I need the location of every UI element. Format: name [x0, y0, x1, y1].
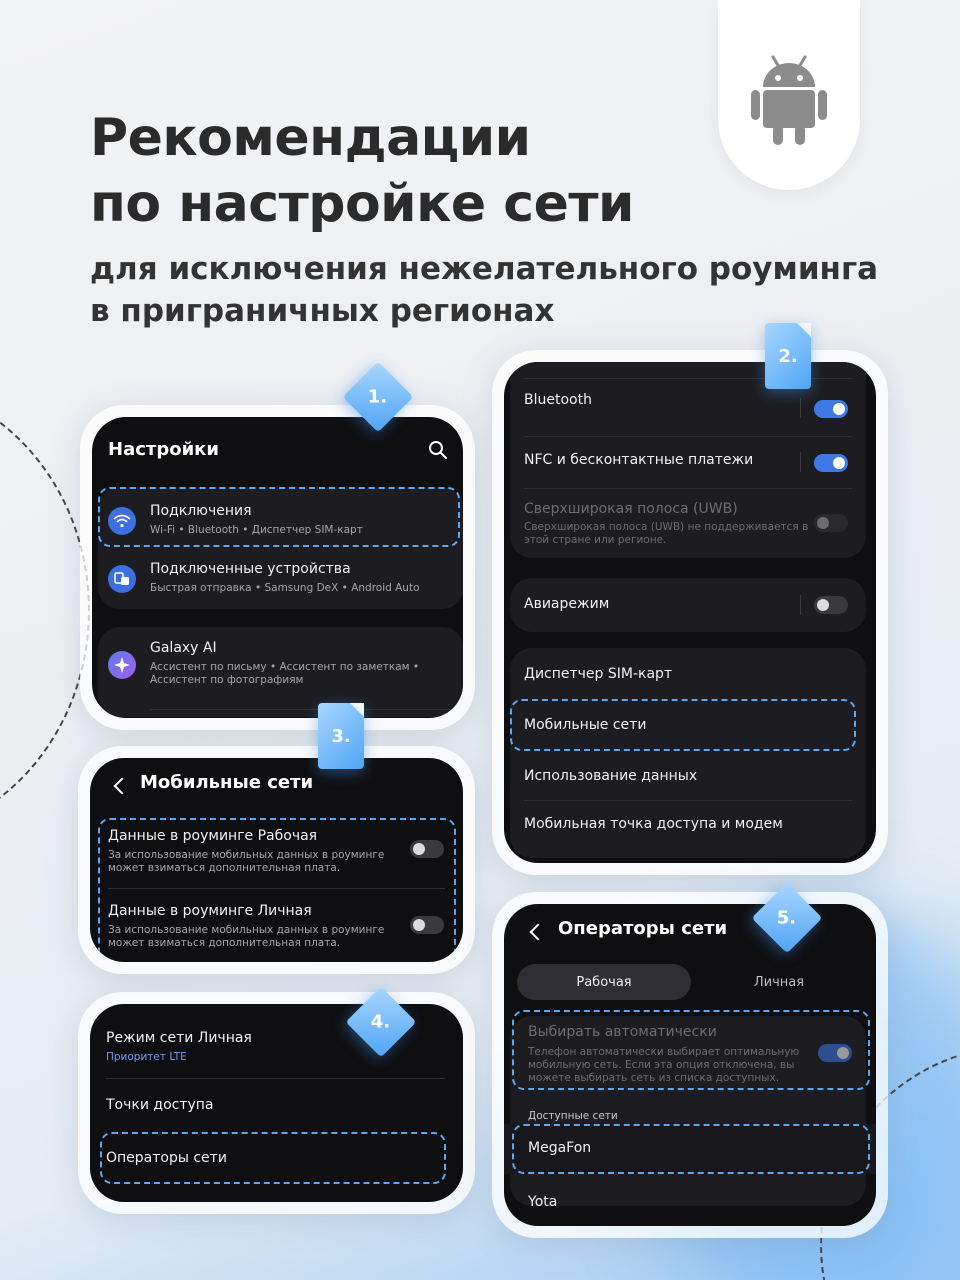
setting-uwb — [510, 492, 866, 552]
auto-select-label: Выбирать автоматически — [528, 1024, 717, 1040]
connections-screen — [504, 362, 876, 863]
airplane-toggle[interactable] — [814, 596, 848, 614]
sim-manager-label: Диспетчер SIM-карт — [524, 666, 673, 682]
step-number-5: 5. — [777, 907, 797, 929]
roaming-work-sub-line-1: За использование мобильных данных в роуминге — [108, 849, 385, 861]
menu-item-connected-devices[interactable] — [98, 557, 463, 605]
screen-3-frame — [78, 746, 475, 974]
highlight-auto-select — [512, 1010, 870, 1090]
setting-access-points[interactable] — [90, 1082, 463, 1132]
step-tag-3 — [318, 703, 364, 769]
mobile-networks-screen — [90, 758, 463, 962]
step-number-1: 1. — [368, 386, 388, 408]
uwb-sub-line-1: Сверхширокая полоса (UWB) не поддерживается в — [524, 521, 809, 533]
network-settings-screen — [90, 1004, 463, 1202]
search-icon[interactable] — [428, 440, 448, 460]
hotspot-label: Мобильная точка доступа и модем — [524, 816, 783, 832]
roaming-personal-label: Данные в роуминге Личная — [108, 903, 312, 919]
network-mode-label: Режим сети Личная — [106, 1030, 252, 1046]
divider — [524, 488, 852, 489]
divider — [150, 709, 450, 710]
nfc-toggle[interactable] — [814, 454, 848, 472]
setting-network-mode[interactable] — [90, 1024, 463, 1080]
bluetooth-toggle[interactable] — [814, 400, 848, 418]
connected-devices-title: Подключенные устройства — [150, 561, 351, 577]
mobile-networks-title: Мобильные сети — [140, 772, 314, 793]
galaxy-ai-sub-line-1: Ассистент по письму • Ассистент по заметкам • — [150, 661, 420, 673]
title-line-2: по настройке сети — [90, 174, 634, 234]
step-number-4: 4. — [371, 1011, 391, 1033]
galaxy-ai-title: Galaxy AI — [150, 640, 217, 656]
decor-dashed-arc-left — [0, 380, 90, 840]
devices-icon — [108, 565, 136, 593]
network-operators-title: Операторы сети — [558, 918, 728, 939]
sparkle-icon — [108, 651, 136, 679]
galaxy-ai-sub-line-2: Ассистент по фотографиям — [150, 674, 304, 686]
step-number-2: 2. — [778, 345, 798, 367]
uwb-toggle — [814, 514, 848, 532]
connections-title: Подключения — [150, 503, 252, 519]
access-points-label: Точки доступа — [106, 1097, 214, 1113]
highlight-megafon — [512, 1124, 870, 1174]
nfc-label: NFC и бесконтактные платежи — [524, 452, 754, 468]
data-usage-label: Использование данных — [524, 768, 698, 784]
page-subtitle — [90, 248, 890, 332]
auto-select-sub-line-3: можете выбирать сеть из списка доступных. — [528, 1072, 780, 1084]
highlight-operators — [100, 1132, 446, 1184]
connections-sub: Wi-Fi • Bluetooth • Диспетчер SIM-карт — [150, 524, 363, 536]
android-badge — [718, 0, 860, 190]
network-operators-screen — [504, 904, 876, 1226]
highlight-roaming — [98, 818, 456, 962]
android-robot-icon — [751, 55, 827, 147]
highlight-mobile-networks — [510, 699, 856, 751]
roaming-personal-sub-line-2: может взиматься дополнительная плата. — [108, 937, 341, 949]
screen-2-frame — [492, 350, 888, 875]
screen-1-frame — [80, 405, 475, 730]
roaming-personal-sub-line-1: За использование мобильных данных в роуминге — [108, 924, 385, 936]
auto-select-sub-line-2: мобильную сеть. Если эта опция отключена, вы — [528, 1059, 795, 1071]
galaxy-ai-group — [98, 627, 463, 717]
screen-5-frame — [492, 892, 888, 1238]
setting-nfc[interactable] — [510, 438, 866, 488]
setting-sim-manager[interactable] — [510, 648, 866, 698]
tab-personal[interactable] — [694, 964, 864, 1000]
network-mode-value: Приоритет LTE — [106, 1051, 187, 1063]
roaming-work-label: Данные в роуминге Рабочая — [108, 828, 318, 844]
back-icon[interactable] — [114, 778, 131, 795]
network-yota[interactable] — [504, 1178, 876, 1226]
airplane-group — [510, 578, 866, 632]
uwb-label: Сверхширокая полоса (UWB) — [524, 501, 738, 517]
menu-item-galaxy-ai[interactable] — [98, 633, 463, 703]
subtitle-line-1: для исключения нежелательного роуминга — [90, 251, 879, 287]
connected-devices-sub: Быстрая отправка • Samsung DeX • Android Auto — [150, 582, 420, 594]
back-icon[interactable] — [530, 924, 547, 941]
separator — [800, 452, 801, 472]
tab-work-label: Рабочая — [576, 974, 632, 990]
highlight-connections — [98, 487, 460, 547]
separator — [800, 595, 801, 615]
screen-4-frame — [78, 992, 475, 1214]
tab-personal-label: Личная — [753, 974, 805, 990]
settings-screen — [92, 417, 463, 718]
bluetooth-label: Bluetooth — [524, 392, 592, 408]
title-line-1: Рекомендации — [90, 108, 531, 168]
yota-label: Yota — [528, 1194, 558, 1210]
network-operators-label: Операторы сети — [106, 1150, 227, 1166]
setting-data-usage[interactable] — [510, 752, 866, 802]
divider — [106, 1078, 445, 1079]
mobile-networks-label: Мобильные сети — [524, 717, 647, 733]
divider — [524, 800, 852, 801]
setting-airplane-mode[interactable] — [510, 578, 866, 632]
separator — [800, 398, 801, 418]
megafon-label: MegaFon — [528, 1140, 592, 1156]
wireless-group — [510, 362, 866, 558]
tab-work[interactable] — [517, 964, 691, 1000]
airplane-label: Авиарежим — [524, 596, 610, 612]
uwb-sub-line-2: этой стране или регионе. — [524, 534, 667, 546]
auto-select-sub-line-1: Телефон автоматически выбирает оптимальную — [528, 1046, 800, 1058]
setting-hotspot[interactable] — [510, 802, 866, 852]
setting-bluetooth[interactable] — [510, 380, 866, 436]
subtitle-line-2: в приграничных регионах — [90, 293, 555, 329]
step-number-3: 3. — [331, 725, 351, 747]
roaming-work-sub-line-2: может взиматься дополнительная плата. — [108, 862, 341, 874]
available-networks-label: Доступные сети — [528, 1110, 618, 1122]
settings-title: Настройки — [108, 439, 220, 460]
step-tag-2 — [765, 323, 811, 389]
page-title — [90, 105, 710, 237]
sim-group — [510, 648, 866, 858]
divider — [524, 436, 852, 437]
